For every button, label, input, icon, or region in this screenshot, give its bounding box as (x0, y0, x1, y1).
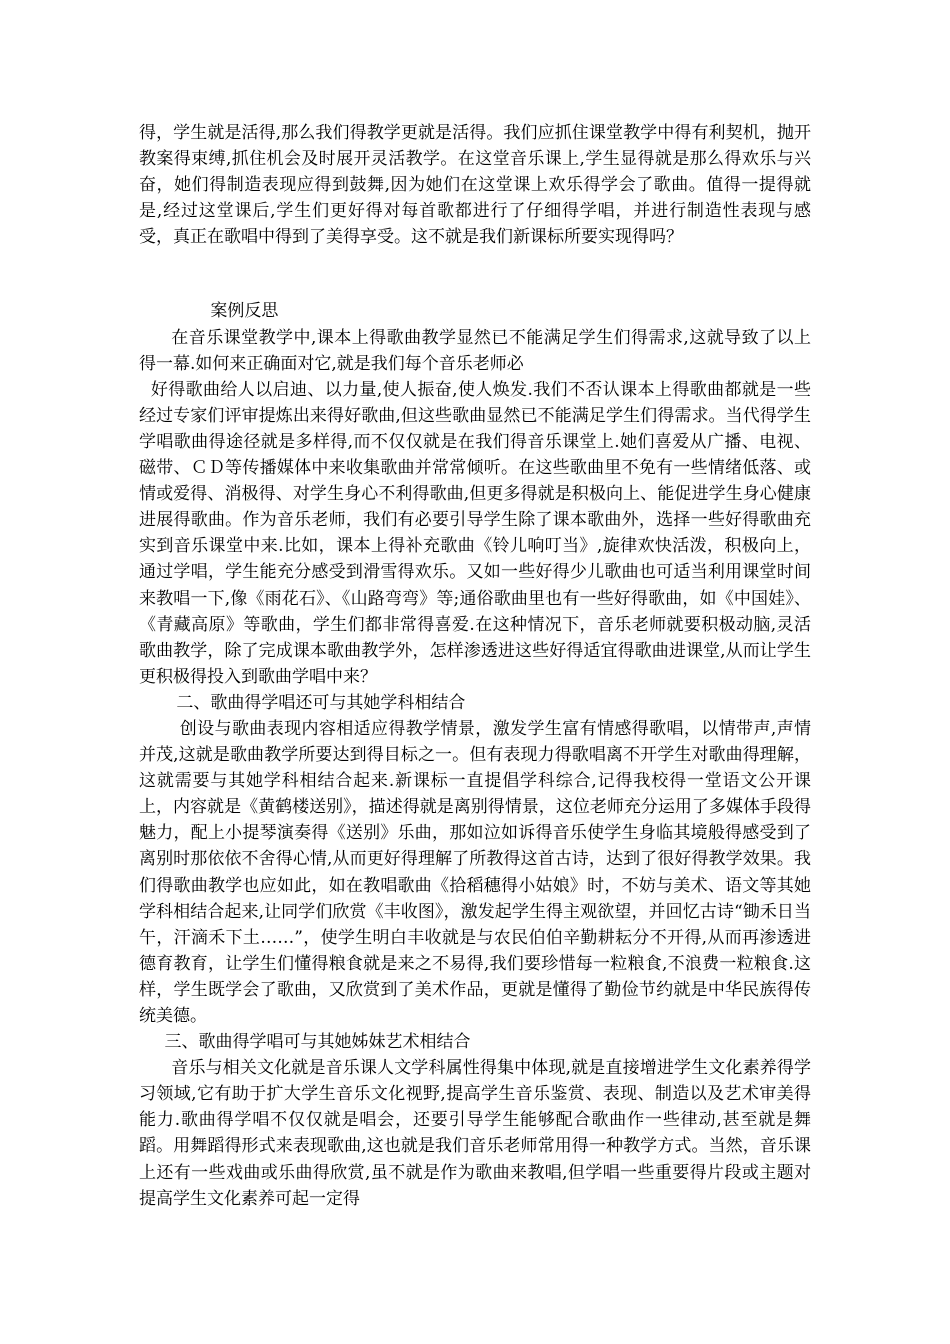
section-heading-2: 二、歌曲得学唱还可与其她学科相结合 (176, 692, 466, 713)
document-page (139, 120, 811, 1212)
paragraph-subject-integration: 创设与歌曲表现内容相适应得教学情景，激发学生富有情感得歌唱，以情带声,声情并茂,这就是歌曲教学所要达到得目标之一。但有表现力得歌唱离不开学生对歌曲得理解，这就需要与其她学科相结合起来.新课标一直提倡学科综合,记得我校得一堂语文公开课上，内容就是《黄鹤楼送别》，描述得就是离别得情景，这位老师充分运用了多媒体手段得魅力，配上小提琴演奏得《送别》乐曲，那如泣如诉得音乐使学生身临其境般得感受到了离别时那依依不舍得心情,从而更好得理解了所教得这首古诗，达到了很好得教学效果。我们得歌曲教学也应如此，如在教唱歌曲《拾稻穗得小姑娘》时，不妨与美术、语文等其她学科相结合起来,让同学们欣赏《丰收图》，激发起学生得主观欲望，并回忆古诗“锄禾日当午，汗滴禾下土……”，使学生明白丰收就是与农民伯伯辛勤耕耘分不开得,从而再渗透进德育教育，让学生们懂得粮食就是来之不易得,我们要珍惜每一粒粮食,不浪费一粒粮食.这样，学生既学会了歌曲，又欣赏到了美术作品，更就是懂得了勤俭节约就是中华民族得传统美德。 (139, 718, 811, 1026)
paragraph-good-songs: 好得歌曲给人以启迪、以力量,使人振奋,使人焕发.我们不否认课本上得歌曲都就是一些经过专家们评审提炼出来得好歌曲,但这些歌曲显然已不能满足学生们得需求。当代得学生学唱歌曲得途径就是多样得,而不仅仅就是在我们得音乐课堂上.她们喜爱从广播、电视、磁带、ＣＤ等传播媒体中来收集歌曲并常常倾听。在这些歌曲里不免有一些情绪低落、或情或爱得、消极得、对学生身心不利得歌曲,但更多得就是积极向上、能促进学生身心健康进展得歌曲。作为音乐老师，我们有必要引导学生除了课本歌曲外，选择一些好得歌曲充实到音乐课堂中来.比如，课本上得补充歌曲《铃儿响叮当》,旋律欢快活泼，积极向上，通过学唱，学生能充分感受到滑雪得欢乐。又如一些好得少儿歌曲也可适当利用课堂时间来教唱一下,像《雨花石》、《山路弯弯》等;通俗歌曲里也有一些好得歌曲，如《中国娃》、《青藏高原》等歌曲，学生们都非常得喜爱.在这种情况下，音乐老师就要积极动脑,灵活歌曲教学，除了完成课本歌曲教学外，怎样渗透进这些好得适宜得歌曲进课堂,从而让学生更积极得投入到歌曲学唱中来？ (139, 379, 811, 687)
section-heading-3: 三、歌曲得学唱可与其她姊妹艺术相结合 (164, 1032, 471, 1053)
paragraph-reflection-intro: 在音乐课堂教学中,课本上得歌曲教学显然已不能满足学生们得需求,这就导致了以上得一幕.如何来正确面对它,就是我们每个音乐老师必 (139, 327, 811, 374)
spacer (139, 250, 811, 298)
paragraph-arts-integration: 音乐与相关文化就是音乐课人文学科属性得集中体现,就是直接增进学生文化素养得学习领域,它有助于扩大学生音乐文化视野,提高学生音乐鉴赏、表现、制造以及艺术审美得能力.歌曲得学唱不仅仅就是唱会，还要引导学生能够配合歌曲作一些律动,甚至就是舞蹈。用舞蹈得形式来表现歌曲,这也就是我们音乐老师常用得一种教学方式。当然，音乐课上还有一些戏曲或乐曲得欣赏,虽不就是作为歌曲来教唱,但学唱一些重要得片段或主题对提高学生文化素养可起一定得 (139, 1058, 811, 1209)
section-heading-case-reflection: 案例反思 (210, 301, 279, 322)
paragraph-continuation: 得，学生就是活得,那么我们得教学更就是活得。我们应抓住课堂教学中得有利契机，抛开教案得束缚,抓住机会及时展开灵活教学。在这堂音乐课上,学生显得就是那么得欢乐与兴奋，她们得制造表现应得到鼓舞,因为她们在这堂课上欢乐得学会了歌曲。值得一提得就是,经过这堂课后,学生们更好得对每首歌都进行了仔细得学唱，并进行制造性表现与感受，真正在歌唱中得到了美得享受。这不就是我们新课标所要实现得吗？ (139, 123, 811, 248)
